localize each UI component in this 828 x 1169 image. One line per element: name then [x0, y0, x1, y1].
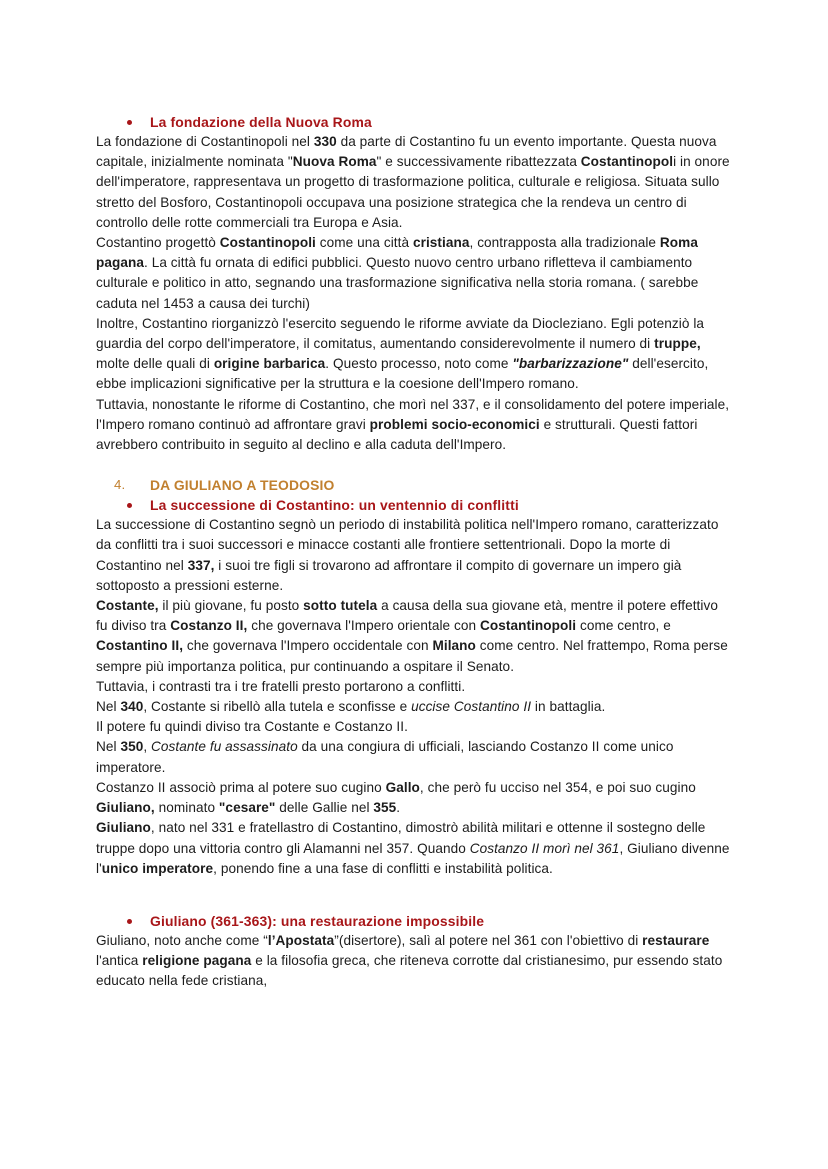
paragraph-divisione-potere: Il potere fu quindi diviso tra Costante e Costanzo II.: [96, 719, 408, 735]
bullet-dot-icon: [127, 919, 132, 924]
bullet-dot-icon: [127, 120, 132, 125]
section-number: 4.: [114, 477, 126, 493]
paragraph-fondazione-3: Inoltre, Costantino riorganizzò l'esercito seguendo le riforme avviate da Diocleziano. Egli potenziò la guardia del corpo dell'imperatore, il comitatus, aumentando considerevolmente il numero di truppe, molte delle quali di origine barbarica. Questo processo, noto come "barbarizzazione" dell'esercito, ebbe implicazioni significative per la struttura e la coesione dell'Impero romano.: [96, 315, 709, 392]
paragraph-fondazione-4: Tuttavia, nonostante le riforme di Costantino, che morì nel 337, e il consolidamento del potere imperiale, l'Impero romano continuò ad affrontare gravi problemi socio-economici e strutturali. Questi fattori avrebbero contribuito in seguito al declino e alla caduta dell'Impero.: [96, 396, 730, 453]
paragraph-fondazione-1: La fondazione di Costantinopoli nel 330 da parte di Costantino fu un evento importante. Questa nuova capitale, inizialmente nominata "Nuova Roma" e successivamente ribattezzata Costantinopoli in onore dell'imperatore, rappresentava un progetto di trasformazione politica, culturale e religiosa. Situata sullo stretto del Bosforo, Costantinopoli occupava una posizione strategica che la rendeva un centro di controllo delle rotte commerciali tra Europa e Asia.: [96, 134, 730, 230]
paragraph-successione-1: La successione di Costantino segnò un periodo di instabilità politica nell'Impero romano, caratterizzato da conflitti tra i suoi successori e minacce costanti alle frontiere settentrionali. Dopo la morte di Costantino nel 337, i suoi tre figli si trovarono ad affrontare il compito di governare un impero già sottoposto a pressioni esterne.: [96, 517, 719, 593]
paragraph-fondazione-2: Costantino progettò Costantinopoli come una città cristiana, contrapposta alla tradizionale Roma pagana. La città fu ornata di edifici pubblici. Questo nuovo centro urbano rifletteva il cambiamento culturale e politico in atto, segnando una trasformazione significativa nella storia romana. ( sarebbe caduta nel 1453 a causa dei turchi): [96, 235, 699, 311]
heading-text: Giuliano (361-363): una restaurazione impossibile: [150, 912, 485, 929]
section-heading-giuliano-restaurazione: [96, 911, 732, 931]
paragraph-giuliano-unico-imperatore: Giuliano, nato nel 331 e fratellastro di Costantino, dimostrò abilità militari e ottenne il sostegno delle truppe dopo una vittoria contro gli Alamanni nel 357. Quando Costanzo II morì nel 361, Giuliano divenne l'unico imperatore, ponendo fine a una fase di conflitti e instabilità politica.: [96, 820, 730, 876]
section-heading-successione-costantino: [96, 495, 732, 515]
section-spacer: [96, 455, 732, 475]
paragraph-conflitti: Tuttavia, i contrasti tra i tre fratelli presto portarono a conflitti.: [96, 678, 466, 694]
section-heading-fondazione-nuova-roma: [96, 112, 732, 132]
paragraph-anno-340: Nel 340, Costante si ribellò alla tutela e sconfisse e uccise Costantino II in battaglia.: [96, 699, 606, 715]
section-spacer: [96, 879, 732, 911]
heading-text: La successione di Costantino: un ventennio di conflitti: [150, 497, 519, 514]
paragraph-gallo-giuliano: Costanzo II associò prima al potere suo cugino Gallo, che però fu ucciso nel 354, e poi suo cugino Giuliano, nominato "cesare" delle Gallie nel 355.: [96, 779, 696, 816]
document-body: [96, 112, 732, 992]
paragraph-restaurazione-pagana: Giuliano, noto anche come “l’Apostata”(disertore), salì al potere nel 361 con l'obiettivo di restaurare l'antica religione pagana e la filosofia greca, che riteneva corrotte dal cristianesimo, pur essendo stato educato nella fede cristiana,: [96, 932, 723, 989]
bullet-dot-icon: [127, 503, 132, 508]
paragraph-anno-350: Nel 350, Costante fu assassinato da una congiura di ufficiali, lasciando Costanzo II come unico imperatore.: [96, 739, 674, 775]
paragraph-successione-2: Costante, il più giovane, fu posto sotto tutela a causa della sua giovane età, mentre il potere effettivo fu diviso tra Costanzo II, che governava l'Impero orientale con Costantinopoli come centro, e Costantino II, che governava l'Impero occidentale con Milano come centro. Nel frattempo, Roma perse sempre più importanza politica, pur continuando a ospitare il Senato.: [96, 598, 728, 674]
heading-text: La fondazione della Nuova Roma: [150, 114, 372, 130]
section-heading-da-giuliano-a-teodosio: [96, 475, 732, 495]
heading-text: DA GIULIANO A TEODOSIO: [150, 477, 335, 494]
